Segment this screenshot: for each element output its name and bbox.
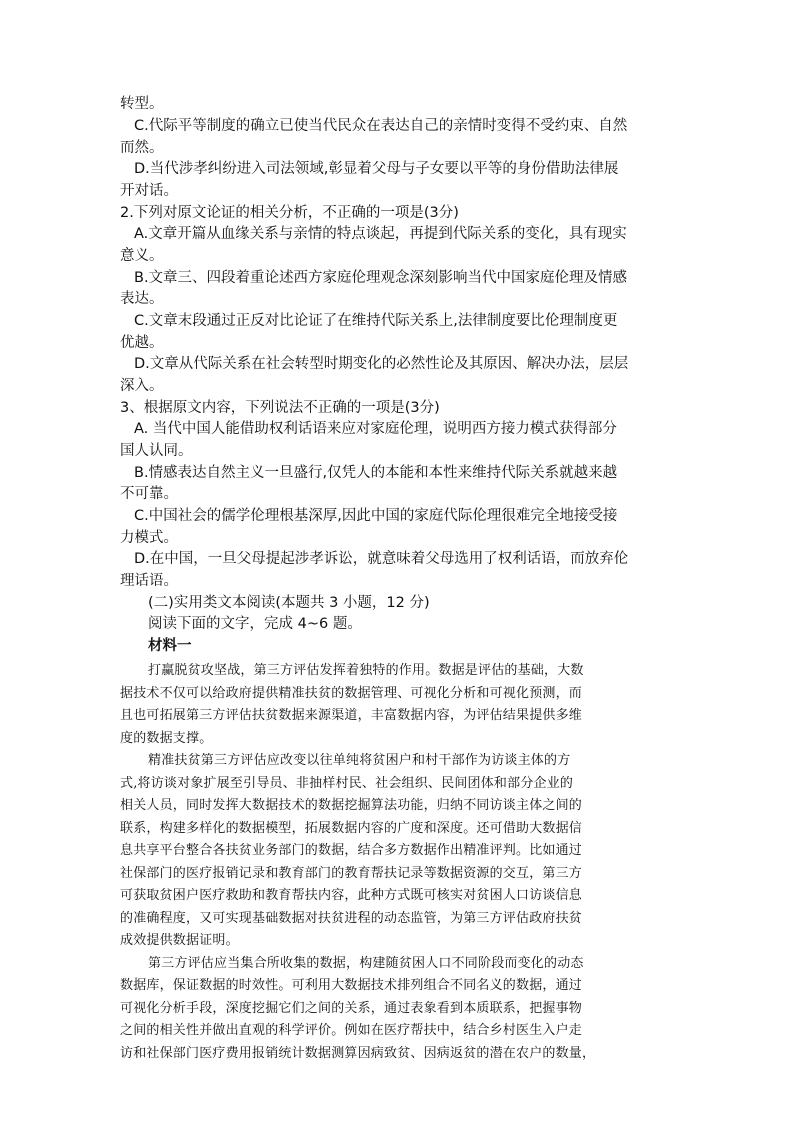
paragraph-line: 式,将访谈对象扩展至引导员、非抽样村民、社会组织、民间团体和部分企业的 <box>120 776 574 791</box>
material-title: 材料一 <box>148 638 192 654</box>
text-line: 不可靠。 <box>120 486 178 502</box>
text-line: 而然。 <box>120 140 164 156</box>
paragraph-line: 可获取贫困户医疗救助和教育帮扶内容，此种方式既可核实对贫困人口访谈信息 <box>120 888 583 903</box>
paragraph-line: 第三方评估应当集合所收集的数据，构建随贫困人口不同阶段而变化的动态 <box>148 956 584 971</box>
text-line: C.文章末段通过正反对比论证了在维持代际关系上,法律制度要比伦理制度更 <box>134 313 618 329</box>
paragraph-line: 的准确程度，又可实现基础数据对扶贫进程的动态监管，为第三方评估政府扶贫 <box>120 911 583 926</box>
text-line: B.文章三、四段着重论述西方家庭伦理观念深刻影响当代中国家庭伦理及情感 <box>134 270 628 286</box>
text-line: A. 当代中国人能借助权利话语来应对家庭伦理，说明西方接力模式获得部分 <box>134 421 617 437</box>
paragraph-line: 成效提供数据证明。 <box>120 933 239 948</box>
text-line: 国人认同。 <box>120 443 193 459</box>
text-line: A.文章开篇从血缘关系与亲情的特点谈起，再提到代际关系的变化，具有现实 <box>134 226 627 242</box>
paragraph-line: 精准扶贫第三方评估应改变以往单纯将贫困户和村干部作为访谈主体的方 <box>148 753 571 768</box>
text-line: B.情感表达自然主义一旦盛行,仅凭人的本能和本性来维持代际关系就越来越 <box>134 465 618 481</box>
instruction-line: 阅读下面的文字，完成 4~6 题。 <box>148 616 362 632</box>
paragraph-line: 打赢脱贫攻坚战，第三方评估发挥着独特的作用。数据是评估的基础，大数 <box>148 663 584 678</box>
text-line: D.文章从代际关系在社会转型时期变化的必然性论及其原因、解决办法，层层 <box>134 356 629 372</box>
paragraph-line: 数据库，保证数据的时效性。可利用大数据技术排列组合不同名义的数据，通过 <box>120 978 583 993</box>
paragraph-line: 相关人员，同时发挥大数据技术的数据挖掘算法功能，归纳不同访谈主体之间的 <box>120 798 583 813</box>
paragraph-line: 据技术不仅可以给政府提供精准扶贫的数据管理、可视化分析和可视化预测，而 <box>120 686 583 701</box>
text-line: 开对话。 <box>120 183 178 199</box>
text-line: D.在中国，一旦父母提起涉孝诉讼，就意味着父母选用了权利话语，而放弃伦 <box>134 551 629 567</box>
text-line: 力模式。 <box>120 530 178 546</box>
text-line: D.当代涉孝纠纷进入司法领域,彰显着父母与子女要以平等的身份借助法律展 <box>134 161 619 177</box>
paragraph-line: 之间的相关性并做出直观的科学评价。例如在医疗帮扶中，结合乡村医生入户走 <box>120 1023 583 1038</box>
text-line: 表达。 <box>120 291 164 307</box>
text-line: 意义。 <box>120 248 164 264</box>
paragraph-line: 且也可拓展第三方评估扶贫数据来源渠道，丰富数据内容，为评估结果提供多维 <box>120 708 583 723</box>
question-heading: 3、根据原文内容，下列说法不正确的一项是(3分) <box>120 400 440 416</box>
paragraph-line: 联系，构建多样化的数据模型，拓展数据内容的广度和深度。还可借助大数据信 <box>120 821 583 836</box>
paragraph-line: 息共享平台整合各扶贫业务部门的数据，结合多方数据作出精准评判。比如通过 <box>120 843 583 858</box>
text-line: 深入。 <box>120 378 164 394</box>
paragraph-line: 可视化分析手段，深度挖掘它们之间的关系，通过表象看到本质联系，把握事物 <box>120 1001 583 1016</box>
paragraph-line: 社保部门的医疗报销记录和教育部门的教育帮扶记录等数据资源的交互，第三方 <box>120 866 583 881</box>
text-line: 转型。 <box>120 96 164 112</box>
text-line: C.代际平等制度的确立已使当代民众在表达自己的亲情时变得不受约束、自然 <box>134 118 628 134</box>
text-line: C.中国社会的儒学伦理根基深厚,因此中国的家庭代际伦理很难完全地接受接 <box>134 508 618 524</box>
paragraph-line: 访和社保部门医疗费用报销统计数据测算因病致贫、因病返贫的潜在农户的数量， <box>120 1046 596 1061</box>
text-line: 理话语。 <box>120 573 178 589</box>
question-heading: 2.下列对原文论证的相关分析，不正确的一项是(3分) <box>120 205 459 221</box>
paragraph-line: 度的数据支撑。 <box>120 731 213 746</box>
section-heading: (二)实用类文本阅读(本题共 3 小题，12 分) <box>148 595 430 611</box>
text-line: 优越。 <box>120 335 164 351</box>
